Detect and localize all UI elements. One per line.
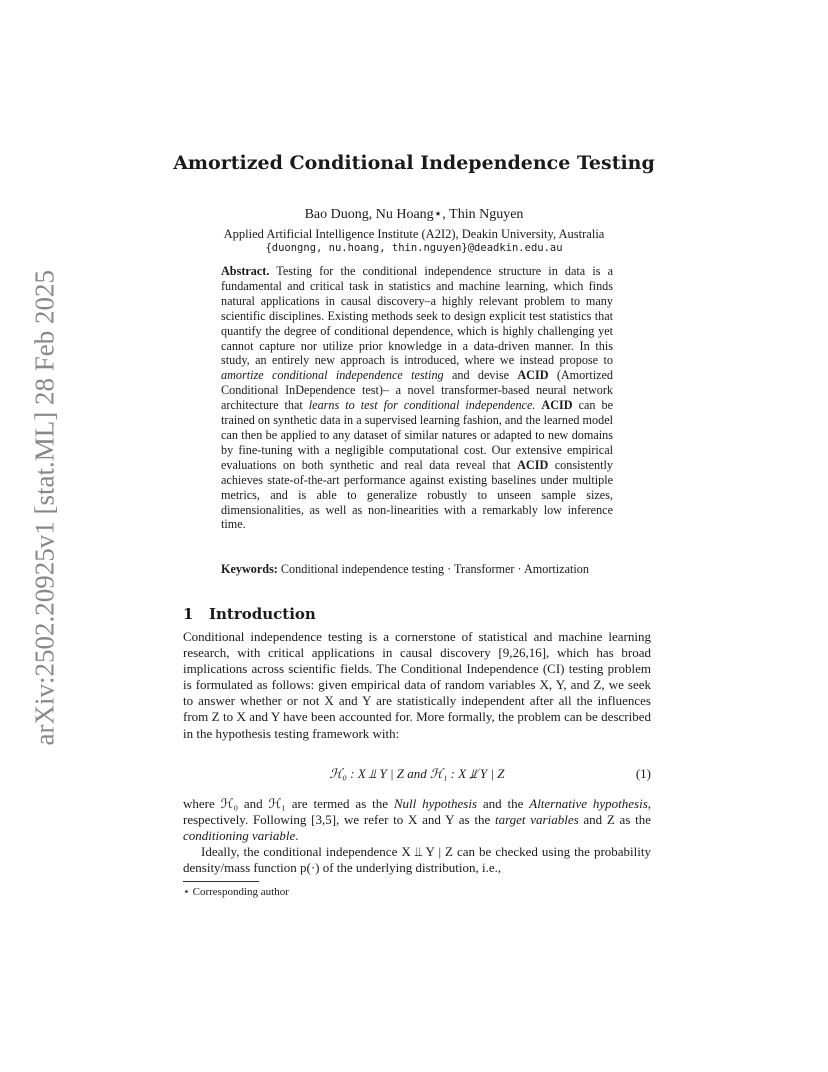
abstract-text: Testing for the conditional independence structure in data is a fundamental and critical task in statistics and machine learning, which finds natural applications in causal discovery–a highly relevant problem to many scientific disciplines. Existing methods seek to design explicit test statistics that quantify the degree of conditional dependence, which is highly challenging yet cannot capture nor utilize prior knowledge in a data-driven manner. In this study, an entirely new approach is introduced, where we instead propose to — [221, 264, 613, 368]
intro-paragraph-3 — [183, 844, 651, 876]
acid-name: ACID — [517, 457, 549, 472]
section-heading — [183, 605, 316, 623]
keywords-label: Keywords: — [221, 562, 278, 576]
intro-paragraph-1 — [183, 629, 651, 742]
term-alternative-hypothesis: Alternative hypothesis — [529, 796, 648, 811]
abstract-text: can be trained on synthetic data in a supervised learning fashion, and the learned model can then be applied to any dataset of similar natures or adapted to new domains by fine-tuning with a negligible computational cost. Our extensive empirical evaluations on both synthetic and real data reveal that — [221, 398, 613, 472]
equation-content: ℋ₀ : X ⫫ Y | Z and ℋ₁ : X ⫫̸ Y | Z — [329, 766, 505, 781]
equation-1 — [183, 766, 651, 784]
abstract-text: consistently achieves state-of-the-art performance against existing baselines under multiple metrics, and is able to generalize robustly to unseen sample sizes, dimensionalities, as well as non-linearities with a remarkably low inference time. — [221, 457, 613, 532]
paragraph-text: where ℋ₀ and ℋ₁ are termed as the — [183, 796, 394, 811]
acid-name: ACID — [541, 398, 573, 413]
intro-paragraph-2 — [183, 796, 651, 844]
paragraph-text: Ideally, the conditional independence X ⫫ Y | Z can be checked using the probability density/mass function p(·) of the underlying distribution, i.e., — [183, 844, 651, 876]
footnote: ⋆ Corresponding author — [183, 886, 289, 898]
term-null-hypothesis: Null hypothesis — [393, 796, 477, 811]
section-title: Introduction — [209, 605, 316, 623]
keywords — [221, 562, 613, 577]
equation-number: (1) — [635, 766, 651, 781]
paragraph-text: and the — [477, 796, 530, 811]
affiliation: Applied Artificial Intelligence Institute (A2I2), Deakin University, Australia — [223, 227, 605, 241]
author-list: Bao Duong, Nu Hoang⋆, Thin Nguyen — [304, 207, 524, 222]
paragraph-text: , respectively. Following [3,5], we refer to X and Y as the — [183, 796, 652, 828]
paragraph-text: . — [295, 828, 299, 844]
term-conditioning-variable: conditioning variable — [183, 828, 296, 844]
paragraph-text: Conditional independence testing is a cornerstone of statistical and machine learning research, with critical applications in causal discovery [9,26,16], which has broad implications across scientific fields. The Conditional Independence (CI) testing problem is formulated as follows: given empirical data of random variables X, Y, and Z, we seek to answer whether or not X and Y are statistically independent after all the influences from Z to X and Y have been accounted for. More formally, the problem can be described in the hypothesis testing framework with: — [183, 629, 651, 741]
term-target-variables: target variables — [494, 812, 579, 828]
paper-title: Amortized Conditional Independence Testing — [173, 152, 655, 174]
section-number: 1 — [183, 605, 194, 623]
acid-name: ACID — [517, 368, 549, 383]
keywords-text: Conditional independence testing · Transformer · Amortization — [277, 562, 589, 576]
paragraph-text: and Z as the — [578, 812, 652, 828]
abstract-emphasis: learns to test for conditional independence. — [308, 398, 536, 413]
arxiv-side-identifier: arXiv:2502.20925v1 [stat.ML] 28 Feb 2025 — [29, 270, 60, 746]
abstract-text: and devise — [443, 368, 518, 383]
abstract-label: Abstract. — [221, 264, 270, 278]
abstract-emphasis: amortize conditional independence testing — [221, 368, 444, 383]
acid-expansion: (Amortized Conditional InDependence test)– a novel transformer-based neural network architecture that — [221, 368, 613, 413]
abstract — [221, 264, 613, 532]
footnote-rule — [183, 881, 259, 882]
author-emails: {duongng, nu.hoang, thin.nguyen}@deadkin.edu.au — [265, 242, 563, 254]
